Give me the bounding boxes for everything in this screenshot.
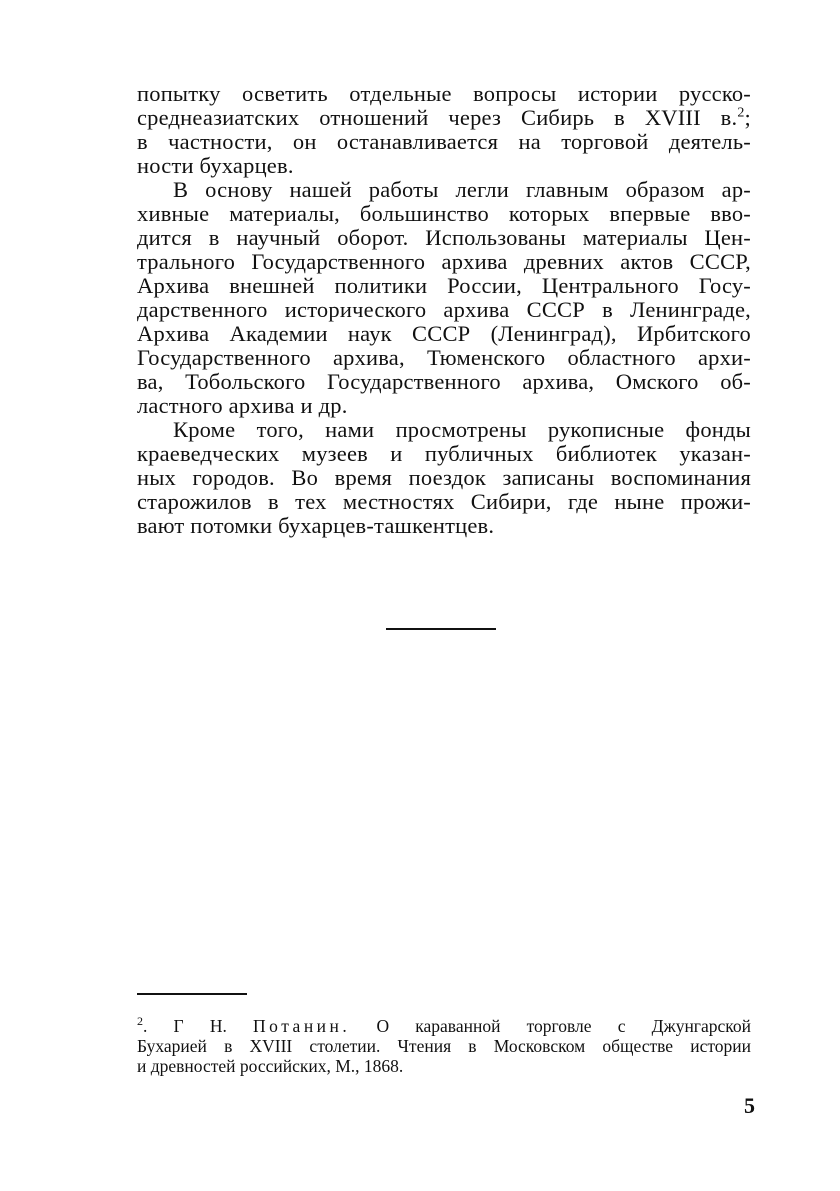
text-line: ных городов. Во время поездок записаны воспоминания <box>137 465 751 490</box>
text-line: Кроме того, нами просмотрены рукописные фонды <box>173 417 751 442</box>
footnote-author: Потанин. <box>253 1016 351 1036</box>
text-line: дится в научный оборот. Использованы материалы Цен- <box>137 225 751 250</box>
section-divider <box>386 628 496 630</box>
text-segment: ; <box>744 105 751 130</box>
footnote-line: и древностей российских, М., 1868. <box>137 1056 404 1076</box>
text-segment: среднеазиатских отношений через Сибирь в XVIII в. <box>137 105 738 130</box>
text-line: попытку осветить отдельные вопросы истории русско- <box>137 81 751 106</box>
text-line: вают потомки бухарцев-ташкентцев. <box>137 513 495 538</box>
text-line: Архива внешней политики России, Центрального Госу- <box>137 273 751 298</box>
text-line: старожилов в тех местностях Сибири, где ныне прожи- <box>137 489 751 514</box>
footnote-line <box>137 1016 751 1036</box>
text-line: краеведческих музеев и публичных библиотек указан- <box>137 441 751 466</box>
footnote <box>137 1016 751 1076</box>
main-text <box>137 82 751 538</box>
text-line: ластного архива и др. <box>137 393 348 418</box>
text-line: ва, Тобольского Государственного архива, Омского об- <box>137 369 751 394</box>
footnote-line: Бухарией в XVIII столетии. Чтения в Московском обществе истории <box>137 1036 751 1056</box>
text-line: дарственного исторического архива СССР в Ленинграде, <box>137 297 751 322</box>
page-number: 5 <box>744 1093 755 1118</box>
text-line: ности бухарцев. <box>137 153 294 178</box>
footnote-reference[interactable]: 2 <box>737 105 745 121</box>
footnote-marker: 2 <box>137 1014 143 1029</box>
text-line: в частности, он останавливается на торговой деятель- <box>137 129 751 154</box>
text-line: Государственного архива, Тюменского областного архи- <box>137 345 751 370</box>
text-line <box>137 106 751 130</box>
text-line: Архива Академии наук СССР (Ленинград), Ирбитского <box>137 321 751 346</box>
text-line: хивные материалы, большинство которых впервые вво- <box>137 201 751 226</box>
footnote-divider <box>137 993 247 995</box>
text-line: В основу нашей работы легли главным образом ар- <box>173 177 751 202</box>
text-line: трального Государственного архива древних актов СССР, <box>137 249 751 274</box>
footnote-initials: . Г Н. <box>143 1016 227 1036</box>
footnote-title: О караванной торговле с Джунгарской <box>376 1016 751 1036</box>
